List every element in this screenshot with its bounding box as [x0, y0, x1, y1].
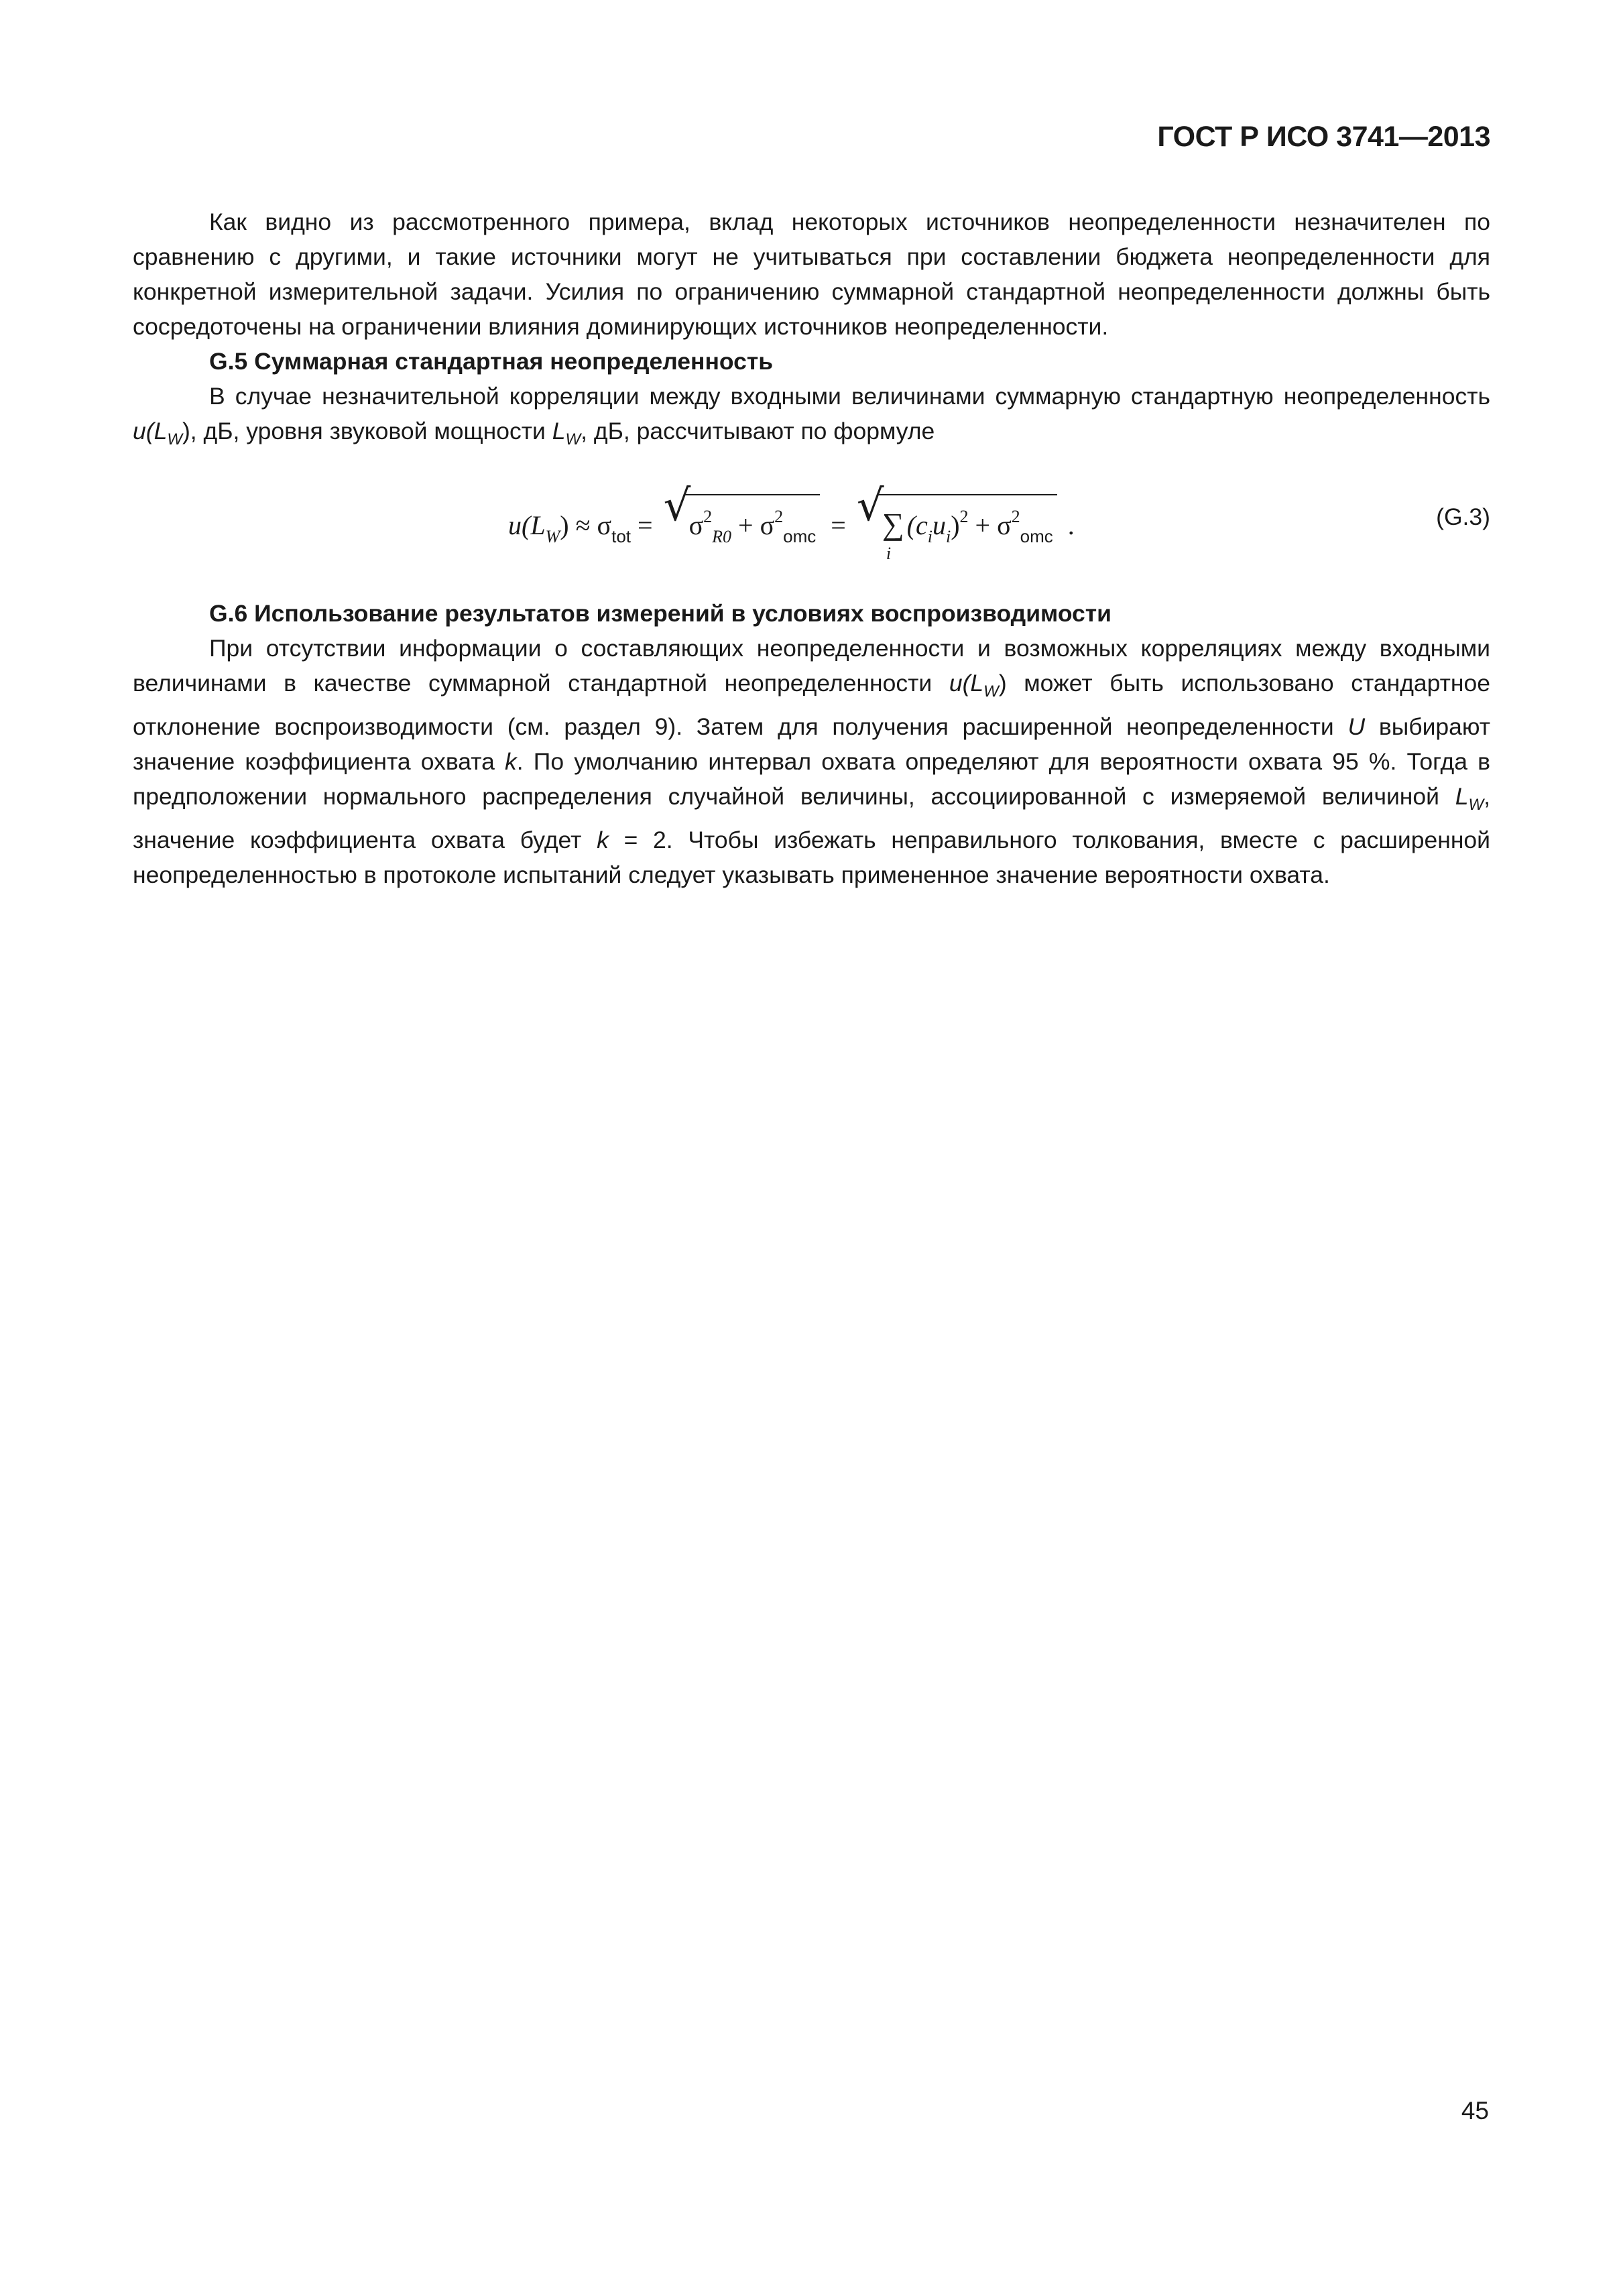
section-g5-paragraph: В случае незначительной корреляции между входными величинами суммарную стандартную неопределенность $u(L_W)$, дБ, уровня звуковой мощности $L_W$, дБ, рассчитывают по формуле [133, 383, 1490, 448]
section-g6-heading: G.6 Использование результатов измерений в условиях воспроизводимости [209, 600, 1112, 627]
document-header: ГОСТ Р ИСО 3741—2013 [1157, 121, 1490, 153]
formula-expression: $u(L_W) \approx \sigma_{tot}$ = √ $\sigma^2_{R0} + \sigma^2_{omc}$ = √ ∑ i $(c_iu_i)^2 + \sigma^2_{omc}$ . [508, 481, 1075, 563]
page-number: 45 [1461, 2097, 1489, 2124]
section-g5-heading: G.5 Суммарная стандартная неопределенность [209, 348, 774, 375]
equation-number: (G.3) [1436, 503, 1490, 530]
intro-paragraph: Как видно из рассмотренного примера, вклад некоторых источников неопределенности незначителен по сравнению с другими, и такие источники могут не учитываться при составлении бюджета неопределенности для конкретной измерительной задачи. Усилия по ограничению суммарной стандартной неопределенности должны быть сосредоточены на ограничении влияния доминирующих источников неопределенности. [133, 208, 1490, 340]
section-g6-paragraph: При отсутствии информации о составляющих неопределенности и возможных корреляциях между входными величинами в качестве суммарной стандартной неопределенности $u(L_W)$ может быть использовано стандартное отклонение воспроизводимости (см. раздел 9). Затем для получения расширенной неопределенности U выбирают значение коэффициента охвата k. По умолчанию интервал охвата определяют для вероятности охвата 95 %. Тогда в предположении нормального распределения случайной величины, ассоциированной с измеряемой величиной $L_W$, значение коэффициента охвата будет k = 2. Чтобы избежать неправильного толкования, вместе с расширенной неопределенностью в протоколе испытаний следует указывать примененное значение вероятности охвата. [133, 635, 1490, 888]
page-body [133, 204, 1490, 892]
sqrt-term-2: √ ∑ i $(c_iu_i)^2 + \sigma^2_{omc}$ [857, 494, 1057, 557]
formula-g3 [133, 474, 1490, 575]
summation-sign: ∑ i [882, 507, 904, 563]
sqrt-term-1: √ $\sigma^2_{R0} + \sigma^2_{omc}$ [664, 494, 821, 557]
